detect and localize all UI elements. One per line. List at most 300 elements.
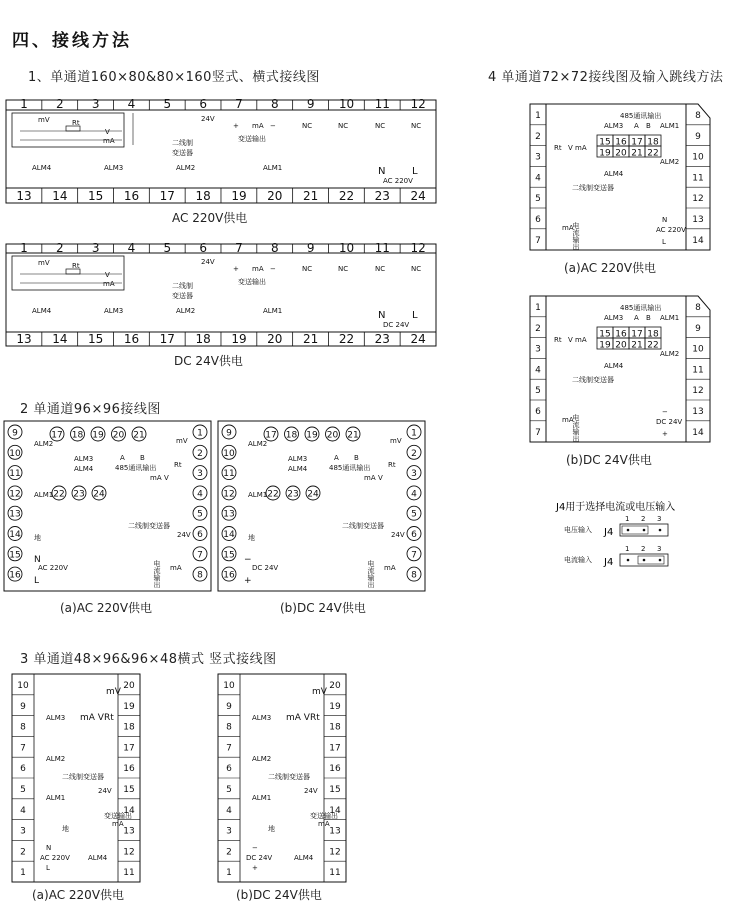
s2b-left-terminal-6: 15 [223,550,235,561]
s2b-a: A [334,454,339,462]
s3a-ground: 地 [62,825,69,833]
sec4-diagram-ac [530,104,710,250]
s4b-grid-bot-0: 19 [599,340,611,351]
s2a-rt: Rt [174,461,182,469]
s3b-mv: mV [312,687,327,697]
s1a-transmitter: 变送器 [172,149,193,157]
s1a-bot-terminal-16: 16 [123,189,140,203]
s4a-grid-top-2: 17 [631,137,643,148]
jumper-pin1-a: 1 [625,515,630,523]
s1b-mv: mV [38,259,50,267]
s2a-right-terminal-6: 7 [197,550,203,561]
jumper-j4-a: J4 [604,527,614,538]
s2a-left-terminal-1: 10 [9,448,21,459]
s2b-left-terminal-7: 16 [223,570,235,581]
s1b-top-terminal-7: 7 [235,241,243,255]
sec1-caption-dc: DC 24V供电 [174,354,243,368]
s2a-ma-out: mA [170,564,182,572]
s3b-alm4: ALM4 [294,854,314,862]
s1a-top-terminal-2: 2 [56,97,64,111]
s2a-n: N [34,555,41,565]
s2a-right-terminal-7: 8 [197,570,203,581]
s2b-right-terminal-5: 6 [411,530,417,540]
s3b-left-terminal-7: 3 [226,826,232,837]
s4a-vma: V mA [568,144,587,152]
sec1-diagram-dc [6,241,436,346]
s3a-transmit-out: 变送输出 [104,812,132,820]
s4a-grid-bot-0: 19 [599,148,611,159]
s4a-grid-bot-3: 22 [647,148,659,159]
s2a-left-terminal-7: 16 [9,570,21,581]
s3b-two-wire-tx: 二线制变送器 [268,773,310,781]
s2a-top-terminal-2: 19 [92,430,104,441]
s2b-cur-out: 电流输出 [367,560,375,588]
s4a-grid-top-1: 16 [615,137,627,148]
s3a-right-terminal-8: 12 [123,847,135,858]
s1a-alm2: ALM2 [176,164,196,172]
s4a-alm2: ALM2 [660,158,680,166]
sec3-diagram-ac [12,674,140,882]
s3a-two-wire-tx: 二线制变送器 [62,773,104,781]
s4a-l: L [662,238,666,246]
s1b-nc2: NC [338,265,349,273]
s3a-ma: mA [112,820,124,828]
s1a-top-terminal-5: 5 [163,97,172,111]
s3a-right-terminal-0: 20 [123,681,135,691]
s1a-rt: Rt [72,119,80,127]
s2a-top-terminal-1: 18 [71,430,84,441]
sec1-diagram-ac [6,97,436,203]
s3a-24v: 24V [98,787,112,795]
s3a-left-terminal-9: 1 [20,868,26,879]
s1a-n: N [378,166,386,177]
s2b-alm2: ALM2 [248,440,268,448]
s3a-left-terminal-8: 2 [20,847,26,858]
s3a-right-terminal-1: 19 [123,701,135,712]
s4b-alm3: ALM3 [604,314,624,322]
s4a-alm1: ALM1 [660,122,680,130]
s3b-right-terminal-1: 19 [329,701,341,712]
s3b-dc24: DC 24V [246,854,273,862]
s1a-24v: 24V [201,115,215,123]
s2b-comm: 485通讯输出 [329,464,371,472]
s1b-alm3: ALM3 [104,307,124,315]
sec2-diagram-dc [218,421,425,591]
s2b-left-terminal-1: 10 [223,448,235,459]
s3b-left-terminal-8: 2 [226,847,232,858]
s3a-left-terminal-3: 7 [20,743,26,754]
s1b-top-terminal-4: 4 [127,241,136,255]
s1a-bot-terminal-21: 21 [302,189,319,203]
s3b-transmit-out: 变送输出 [310,812,338,820]
s3b-left-terminal-5: 5 [226,785,232,795]
s3b-right-terminal-9: 11 [329,868,341,879]
s4a-left-terminal-5: 6 [535,215,541,225]
s2a-b: B [140,454,145,462]
s1b-top-terminal-2: 2 [56,241,64,255]
s2a-right-terminal-2: 3 [197,469,203,480]
s4a-n: N [662,216,668,224]
s1b-bot-terminal-21: 21 [302,332,319,346]
s1b-ma: mA [103,280,115,288]
s3a-left-terminal-0: 10 [17,681,29,691]
s4a-left-terminal-4: 5 [535,194,541,205]
s1b-top-terminal-5: 5 [163,241,172,255]
s4b-grid-bot-1: 20 [615,340,627,351]
s1b-minus: − [270,265,276,273]
section-heading: 四、接线方法 [12,31,132,51]
s1a-bot-terminal-20: 20 [267,189,283,203]
s1b-bot-terminal-14: 14 [52,332,68,346]
s3b-rt: Rt [310,713,320,723]
jumper-pin1-b: 1 [625,545,630,553]
s1b-top-terminal-6: 6 [199,241,207,255]
sec2-caption-a: (a)AC 220V供电 [60,601,153,615]
s2b-top-terminal-3: 20 [326,430,339,441]
s2b-top-terminal-0: 17 [265,430,277,441]
s1b-top-terminal-12: 12 [410,241,426,255]
s2a-24v: 24V [177,531,191,539]
s4a-alm3: ALM3 [604,122,624,130]
s3a-right-terminal-7: 13 [123,826,135,837]
jumper-curr-label: 电流输入 [564,556,592,564]
s4b-alm4: ALM4 [604,362,624,370]
s1b-n: N [378,310,386,321]
s2b-mid-terminal-2: 24 [307,489,319,500]
s3a-right-terminal-3: 17 [123,743,135,754]
s1b-bot-terminal-24: 24 [410,332,426,346]
s2b-right-terminal-7: 8 [411,570,417,581]
s1a-top-terminal-9: 9 [306,97,315,111]
s1a-bot-terminal-17: 17 [159,189,175,203]
s4b-grid-top-0: 15 [599,329,611,340]
s2b-left-terminal-4: 13 [223,509,235,520]
s3a-alm1: ALM1 [46,794,66,802]
s4b-vma: V mA [568,336,587,344]
s1a-top-terminal-4: 4 [127,97,136,111]
s4a-grid-top-0: 15 [599,137,611,148]
s3a-left-terminal-4: 6 [20,764,26,775]
s3a-l: L [46,864,50,872]
s3a-mv: mV [106,687,121,697]
s4b-rt: Rt [554,336,562,344]
s3a-right-terminal-6: 14 [123,805,135,816]
sec4-diagram-dc [530,296,710,442]
s3a-n: N [46,844,52,852]
s4a-cur-out: 电流输出 [572,222,580,250]
s2a-left-terminal-5: 14 [9,530,21,540]
s2b-alm1: ALM1 [248,491,268,499]
s1b-top-terminal-11: 11 [374,241,390,255]
s1b-nc3: NC [375,265,386,273]
s4b-a: A [634,314,639,322]
sec1-caption-ac: AC 220V供电 [172,211,248,225]
s1a-nc2: NC [338,122,349,130]
s4b-two-wire-tx: 二线制变送器 [572,376,614,384]
s1b-v: V [105,271,110,279]
s3b-24v: 24V [304,787,318,795]
s2a-comm: 485通讯输出 [115,464,157,472]
s1a-top-terminal-3: 3 [91,97,100,111]
s4b-right-terminal-2: 10 [692,344,704,355]
s1b-bot-terminal-13: 13 [16,332,32,346]
s1a-ac220: AC 220V [383,177,413,185]
s2a-right-terminal-4: 5 [197,509,203,520]
s3a-alm3: ALM3 [46,714,66,722]
s4a-right-terminal-6: 14 [692,235,704,246]
s1a-top-terminal-8: 8 [270,97,279,111]
s1b-top-terminal-3: 3 [91,241,100,255]
sec1-title: 1、单通道160×80&80×160竖式、横式接线图 [28,70,320,85]
s2b-left-terminal-2: 11 [223,469,235,480]
s3a-ac220: AC 220V [40,854,70,862]
s3b-right-terminal-4: 16 [329,764,341,775]
s2a-mid-terminal-2: 24 [93,489,105,500]
s1a-nc4: NC [411,122,422,130]
s1b-bot-terminal-18: 18 [195,332,211,346]
s3b-left-terminal-4: 6 [226,764,232,775]
s3a-right-terminal-5: 15 [123,785,135,795]
s4a-left-terminal-3: 4 [535,173,541,184]
s1a-top-terminal-1: 1 [20,97,28,111]
s2b-v: V [378,474,383,482]
s2a-alm1: ALM1 [34,491,54,499]
s3b-left-terminal-0: 10 [223,681,235,691]
s3a-alm4: ALM4 [88,854,108,862]
s4b-dc24: DC 24V [656,418,683,426]
s4b-comm: 485通讯输出 [620,304,662,312]
sec3-caption-a: (a)AC 220V供电 [32,888,125,902]
s3b-minus: − [252,844,258,852]
s1b-bot-terminal-17: 17 [159,332,175,346]
s2a-top-terminal-3: 20 [112,430,125,441]
s4a-a: A [634,122,639,130]
s3b-left-terminal-9: 1 [226,868,232,879]
s1b-alm2: ALM2 [176,307,196,315]
s1a-minus: − [270,122,276,130]
s1b-alm1: ALM1 [263,307,283,315]
jumper-pin3-a: 3 [657,515,662,523]
s3b-left-terminal-1: 9 [226,701,232,712]
s2b-ma-out: mA [384,564,396,572]
s2a-a: A [120,454,125,462]
sec3-title: 3 单通道48×96&96×48横式 竖式接线图 [20,652,277,667]
s1a-top-terminal-6: 6 [199,97,207,111]
s3a-right-terminal-4: 16 [123,764,135,775]
s4b-right-terminal-6: 14 [692,427,704,438]
s2a-v: V [164,474,169,482]
s4a-grid-bot-1: 20 [615,148,627,159]
s3b-right-terminal-6: 14 [329,805,341,816]
s2b-right-terminal-4: 5 [411,509,417,520]
s4a-right-terminal-3: 11 [692,173,704,184]
s4b-plus: + [662,430,668,438]
s2b-24v: 24V [391,531,405,539]
s2b-right-terminal-1: 2 [411,448,417,459]
s1a-bot-terminal-13: 13 [16,189,32,203]
s4a-b: B [646,122,651,130]
s1b-bot-terminal-22: 22 [338,332,355,346]
s2b-top-terminal-1: 18 [285,430,298,441]
s4a-alm4: ALM4 [604,170,624,178]
s3a-left-terminal-7: 3 [20,826,26,837]
s4b-left-terminal-1: 2 [535,323,541,334]
s1b-top-terminal-1: 1 [20,241,28,255]
s1b-rt: Rt [72,262,80,270]
s2a-right-terminal-1: 2 [197,448,203,459]
s1a-alm4: ALM4 [32,164,52,172]
s1a-nc1: NC [302,122,313,130]
s3b-plus: + [252,864,258,872]
s2b-left-terminal-3: 12 [223,489,235,500]
s3a-left-terminal-5: 5 [20,785,26,795]
s2b-alm3: ALM3 [288,455,308,463]
s1a-bot-terminal-15: 15 [88,189,104,203]
s1a-ma2: mA [252,122,264,130]
s2b-top-terminal-2: 19 [306,430,318,441]
s3a-left-terminal-6: 4 [20,805,26,816]
s2a-mv: mV [176,437,188,445]
sec2-diagram-ac [4,421,211,591]
s3b-right-terminal-2: 18 [329,722,341,733]
s4b-minus: − [662,408,668,416]
s2b-two-wire-tx: 二线制变送器 [342,522,384,530]
s3b-right-terminal-3: 17 [329,743,341,754]
s1b-ma2: mA [252,265,264,273]
s2b-top-terminal-4: 21 [347,430,359,441]
s1a-top-terminal-10: 10 [338,97,355,111]
s4b-grid-bot-2: 21 [631,340,643,351]
s4b-ma: mA [562,416,574,424]
s3b-right-terminal-0: 20 [329,681,341,691]
jumper-note: J4用于选择电流或电压输入 [556,502,676,513]
s1a-nc3: NC [375,122,386,130]
jumper-pin3-b: 3 [657,545,662,553]
s1a-alm3: ALM3 [104,164,124,172]
s1a-bot-terminal-22: 22 [338,189,355,203]
s1b-bot-terminal-19: 19 [231,332,247,346]
jumper-volt-label: 电压输入 [564,526,592,534]
jumper-pin2-b: 2 [641,545,646,553]
s1a-ma: mA [103,137,115,145]
s4b-right-terminal-3: 11 [692,365,704,376]
s3b-right-terminal-5: 15 [329,785,341,795]
s3b-right-terminal-8: 12 [329,847,341,858]
s4b-grid-bot-3: 22 [647,340,659,351]
s3a-left-terminal-2: 8 [20,722,26,733]
s2a-ac220: AC 220V [38,564,68,572]
s1a-bot-terminal-14: 14 [52,189,68,203]
s2a-left-terminal-3: 12 [9,489,21,500]
s1a-mv: mV [38,116,50,124]
s4a-left-terminal-1: 2 [535,131,541,142]
s2b-alm4: ALM4 [288,465,308,473]
s4a-two-wire-tx: 二线制变送器 [572,184,614,192]
s2a-mid-terminal-1: 23 [73,489,85,500]
s2a-left-terminal-0: 9 [12,428,18,439]
s4b-left-terminal-2: 3 [535,344,541,355]
s4b-right-terminal-0: 8 [695,303,701,313]
s1b-l: L [412,310,418,321]
s4b-left-terminal-3: 4 [535,365,541,376]
s2a-l: L [34,576,40,586]
s2a-two-wire-tx: 二线制变送器 [128,522,170,530]
s2b-ground: 地 [248,534,255,542]
s1a-top-terminal-11: 11 [374,97,390,111]
sec4-caption-a: (a)AC 220V供电 [564,261,657,275]
s2b-left-terminal-5: 14 [223,530,235,540]
s2a-left-terminal-6: 15 [9,550,21,561]
s1b-bot-terminal-15: 15 [88,332,104,346]
s2a-mid-terminal-0: 22 [53,489,65,500]
s1a-v: V [105,128,110,136]
s2a-top-terminal-0: 17 [51,430,63,441]
s2b-minus: − [244,555,252,565]
s4b-alm1: ALM1 [660,314,680,322]
s2a-left-terminal-4: 13 [9,509,21,520]
s4b-right-terminal-1: 9 [695,323,701,334]
s1b-two-wire: 二线制 [172,282,193,290]
s1b-bot-terminal-23: 23 [374,332,390,346]
s1a-bot-terminal-23: 23 [374,189,390,203]
s3b-ground: 地 [268,825,275,833]
s4a-left-terminal-6: 7 [535,235,541,246]
s2b-mid-terminal-0: 22 [267,489,279,500]
s4b-b: B [646,314,651,322]
s2a-alm2: ALM2 [34,440,54,448]
s1a-transmit-out: 变送输出 [238,135,266,143]
s2a-cur-out: 电流输出 [153,560,161,588]
s3b-ma: mA [318,820,330,828]
sec3-caption-b: (b)DC 24V供电 [236,888,322,902]
s4b-grid-top-3: 18 [647,329,659,340]
s2b-rt: Rt [388,461,396,469]
s1a-two-wire: 二线制 [172,139,193,147]
s1b-nc4: NC [411,265,422,273]
s2a-top-terminal-4: 21 [133,430,145,441]
s3a-right-terminal-2: 18 [123,722,135,733]
sec4-title: 4 单通道72×72接线图及输入跳线方法 [488,70,724,85]
s2b-mv: mV [390,437,402,445]
s1b-top-terminal-9: 9 [306,241,315,255]
s3b-left-terminal-2: 8 [226,722,232,733]
s3b-right-terminal-7: 13 [329,826,341,837]
s4b-left-terminal-5: 6 [535,407,541,417]
sec2-title: 2 单通道96×96接线图 [20,402,161,417]
s1b-transmit-out: 变送输出 [238,278,266,286]
s3b-left-terminal-6: 4 [226,805,232,816]
s4b-alm2: ALM2 [660,350,680,358]
s4a-right-terminal-5: 13 [692,215,704,225]
s2b-plus: + [244,576,252,586]
s2b-right-terminal-0: 1 [411,428,417,439]
s4a-right-terminal-1: 9 [695,131,701,142]
s3a-left-terminal-1: 9 [20,701,26,712]
s1b-bot-terminal-20: 20 [267,332,283,346]
s4b-grid-top-2: 17 [631,329,643,340]
s1b-nc1: NC [302,265,313,273]
s2a-ma: mA [150,474,162,482]
s1b-plus: + [233,265,239,273]
s4b-left-terminal-6: 7 [535,427,541,438]
s1a-bot-terminal-18: 18 [195,189,211,203]
s1b-bot-terminal-16: 16 [123,332,140,346]
s4a-right-terminal-0: 8 [695,111,701,121]
s4b-left-terminal-4: 5 [535,386,541,397]
s4a-right-terminal-4: 12 [692,194,704,205]
s2a-right-terminal-3: 4 [197,489,203,500]
s4b-left-terminal-0: 1 [535,303,541,313]
